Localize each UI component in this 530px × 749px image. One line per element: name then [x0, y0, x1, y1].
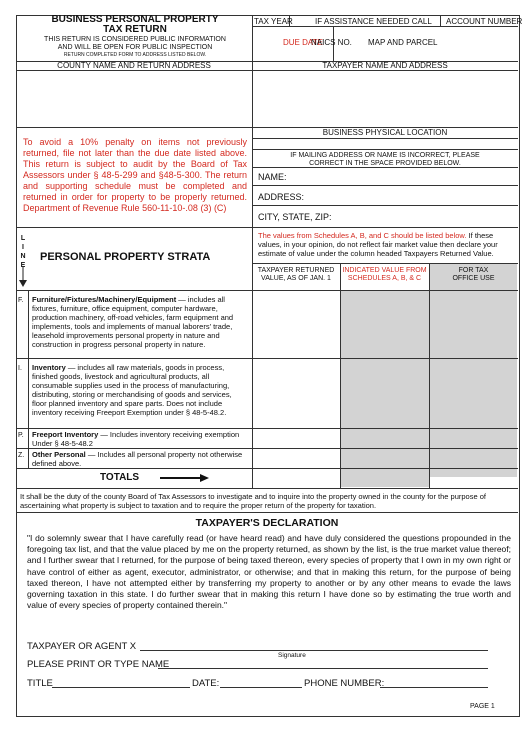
- business-location-label: BUSINESS PHYSICAL LOCATION: [322, 128, 448, 137]
- incorrect-address-note: IF MAILING ADDRESS OR NAME IS INCORRECT, PLEASE CORRECT IN THE SPACE PROVIDED BELOW.: [290, 152, 480, 167]
- declaration-title: TAXPAYER'S DECLARATION: [195, 517, 339, 529]
- phone-label: PHONE NUMBER:: [304, 678, 385, 689]
- page-number: PAGE 1: [470, 703, 495, 710]
- row-furniture-value[interactable]: [253, 291, 340, 358]
- assistance-label: IF ASSISTANCE NEEDED CALL: [315, 17, 432, 26]
- row-inventory-description: Inventory — includes all raw materials, goods in process, finished goods, livestock and agricultural products, all consumable supplies used in the process of manufacturing, distributing, storing or merchandising of goods and services, floor planned inventory and spare parts. Does not include inventory receiving Freeport Exemption under § 48-5-48.2.: [32, 363, 232, 417]
- taxpayer-name-label: TAXPAYER NAME AND ADDRESS: [322, 61, 448, 70]
- print-name-label: PLEASE PRINT OR TYPE NAME: [27, 659, 170, 670]
- totals-label: TOTALS: [100, 472, 140, 483]
- row-letter-f: F.: [18, 297, 24, 304]
- signature-caption: Signature: [278, 652, 306, 659]
- taxpayer-agent-label: TAXPAYER OR AGENT X: [27, 641, 137, 652]
- address-label: ADDRESS:: [258, 192, 305, 202]
- penalty-notice: To avoid a 10% penalty on items not previously returned, file not later than the due date listed above. This return is subject to audit by the Board of Tax Assessors under § 48-5-299 and §48-5-300. The return and supporting schedule must be completed and returned in order for property to be properly returned. Department of Revenue Rule 560-11-10-.08 (3) (C): [23, 137, 247, 213]
- indicated-cell-i: [341, 359, 429, 428]
- row-inventory-value[interactable]: [253, 359, 340, 428]
- line-arrow-icon: [18, 266, 28, 288]
- city-state-zip-label: CITY, STATE, ZIP:: [258, 212, 332, 222]
- due-date-label: DUE DATE: [283, 38, 323, 47]
- duty-statement: It shall be the duty of the county Board of Tax Assessors to investigate and to inquire into the property owned in the county for the purpose of ascertaining what property is subject to taxation and to require the proper return of the property for taxation.: [20, 492, 486, 510]
- strata-title: PERSONAL PROPERTY STRATA: [40, 251, 211, 263]
- map-parcel-label: MAP AND PARCEL: [368, 38, 438, 47]
- county-name-label: COUNTY NAME AND RETURN ADDRESS: [57, 61, 211, 70]
- county-address-box: [17, 71, 251, 126]
- indicated-cell-f: [341, 291, 429, 358]
- print-name-line[interactable]: [158, 668, 488, 669]
- indicated-cell-z: [341, 449, 429, 468]
- row-letter-z: Z.: [18, 452, 25, 459]
- title-line[interactable]: [52, 687, 190, 688]
- row-letter-i: I.: [18, 365, 22, 372]
- title-label: TITLE: [27, 678, 53, 689]
- row-freeport-description: Freeport Inventory — Includes inventory receiving exemption Under § 48-5-48.2: [32, 430, 240, 448]
- col-office-use: FOR TAX OFFICE USE: [452, 267, 495, 282]
- name-label: NAME:: [258, 172, 287, 182]
- signature-line[interactable]: [140, 650, 488, 651]
- phone-line[interactable]: [380, 687, 488, 688]
- form-title: BUSINESS PERSONAL PROPERTY TAX RETURN: [51, 14, 219, 35]
- indicated-cell-p: [341, 429, 429, 448]
- office-use-column: [430, 264, 517, 477]
- naics-label: NAICS NO.: [311, 38, 352, 47]
- date-label: DATE:: [192, 678, 220, 689]
- account-number-label: ACCOUNT NUMBER: [446, 17, 523, 26]
- col-indicated-value: INDICATED VALUE FROM SCHEDULES A, B, & C: [342, 267, 427, 282]
- totals-value[interactable]: [253, 469, 340, 487]
- row-other-personal-description: Other Personal — Includes all personal property not otherwise defined above.: [32, 450, 243, 468]
- date-line[interactable]: [220, 687, 302, 688]
- row-letter-p: P.: [18, 432, 24, 439]
- public-info-note: THIS RETURN IS CONSIDERED PUBLIC INFORMATION AND WILL BE OPEN FOR PUBLIC INSPECTION: [44, 36, 226, 51]
- taxpayer-address-box[interactable]: [253, 71, 517, 126]
- line-letters: L I N E: [20, 235, 26, 269]
- row-furniture-description: Furniture/Fixtures/Machinery/Equipment — includes all fixtures, furniture, office equipment, computer hardware, production machinery, off-road vehicles, farm equipment and implements, tools and implements of manual laborers' trade, leasehold improvements personal property in nature and construction in progress personal property in nature.: [32, 295, 234, 349]
- row-freeport-value[interactable]: [253, 429, 340, 448]
- business-location-field[interactable]: [253, 139, 517, 148]
- schedule-note: The values from Schedules A, B, and C should be listed below. If these values, in your opinion, do not reflect fair market value then declare your estimate of value under the column headed Taxpayers Returned Value.: [258, 231, 498, 258]
- declaration-text: "I do solemnly swear that I have carefully read (or have heard read) and have duly considered the questions propounded in the foregoing tax list, and that the value placed by me on the property returned, as shown by the list, is the true market value thereof; and I further swear that I returned, for the purpose of being taxed thereon, every species of property that I own in my own right or have control of either as agent, executor, administrator, or otherwise; and that in making this return, for the purpose of being taxed thereon, I have not attempted either by transferring my property to another or by any other means to evade the laws governing taxation in this state. I do further swear that in making this return I have done so by estimating the true worth and value of every species of property contained therein.": [27, 533, 511, 611]
- arrow-right-icon: [160, 473, 210, 483]
- row-other-personal-value[interactable]: [253, 449, 340, 468]
- return-note: RETURN COMPLETED FORM TO ADDRESS LISTED BELOW.: [63, 52, 207, 58]
- tax-year-label: TAX YEAR: [254, 17, 293, 26]
- col-taxpayer-returned: TAXPAYER RETURNED VALUE, AS OF JAN. 1: [257, 267, 335, 282]
